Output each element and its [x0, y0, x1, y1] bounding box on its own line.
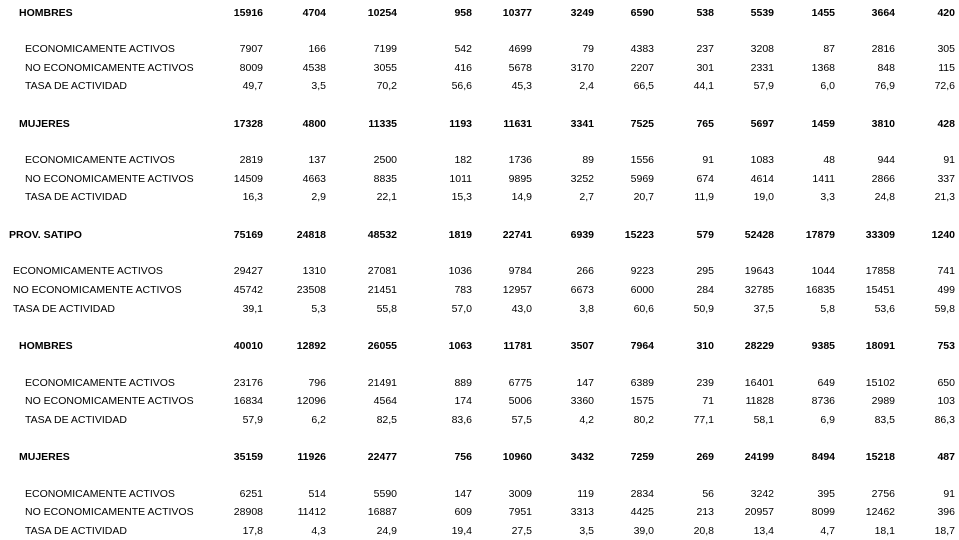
- table-cell: 1575: [630, 395, 654, 407]
- table-row: [0, 449, 959, 465]
- table-cell: 6000: [630, 284, 654, 296]
- table-cell: 16401: [744, 377, 774, 389]
- table-cell: 3252: [570, 173, 594, 185]
- table-row: [0, 486, 959, 502]
- table-cell: 337: [937, 173, 955, 185]
- table-cell: 45,3: [511, 80, 532, 92]
- table-cell: 958: [454, 7, 472, 19]
- table-cell: 5,8: [820, 303, 835, 315]
- table-row: [0, 412, 959, 428]
- table-cell: 7525: [630, 118, 654, 130]
- table-cell: 91: [943, 488, 955, 500]
- table-cell: 55,8: [376, 303, 397, 315]
- table-cell: 3360: [570, 395, 594, 407]
- table-row: [0, 41, 959, 57]
- table-cell: 19,0: [753, 191, 774, 203]
- table-cell: 765: [696, 118, 714, 130]
- table-cell: 11412: [297, 506, 326, 518]
- table-cell: 542: [454, 43, 472, 55]
- table-cell: 420: [937, 7, 955, 19]
- table-cell: 4,2: [579, 414, 594, 426]
- table-cell: 15916: [233, 7, 263, 19]
- table-cell: 2207: [630, 62, 654, 74]
- table-cell: 4,3: [311, 525, 326, 537]
- table-cell: 24,9: [376, 525, 397, 537]
- table-cell: 8835: [373, 173, 397, 185]
- table-cell: 1819: [448, 229, 472, 241]
- table-cell: 944: [877, 154, 895, 166]
- table-cell: 57,9: [753, 80, 774, 92]
- table-cell: 20,7: [633, 191, 654, 203]
- table-cell: 11,9: [694, 191, 714, 203]
- table-cell: 783: [454, 284, 472, 296]
- table-cell: 28908: [233, 506, 263, 518]
- table-cell: 4699: [508, 43, 532, 55]
- row-label: NO ECONOMICAMENTE ACTIVOS: [25, 506, 194, 518]
- table-cell: 3208: [750, 43, 774, 55]
- table-cell: 3009: [508, 488, 532, 500]
- table-cell: 28229: [744, 340, 774, 352]
- table-cell: 16835: [805, 284, 835, 296]
- table-cell: 21451: [367, 284, 397, 296]
- table-row: [0, 78, 959, 94]
- table-cell: 18,1: [874, 525, 895, 537]
- table-cell: 182: [454, 154, 472, 166]
- table-cell: 579: [696, 229, 714, 241]
- table-cell: 56: [702, 488, 714, 500]
- table-cell: 4383: [630, 43, 654, 55]
- table-cell: 40010: [233, 340, 263, 352]
- table-cell: 1193: [449, 118, 472, 130]
- table-cell: 416: [454, 62, 472, 74]
- table-cell: 77,1: [693, 414, 714, 426]
- table-cell: 2,4: [579, 80, 594, 92]
- table-cell: 75169: [233, 229, 263, 241]
- table-cell: 7951: [508, 506, 532, 518]
- table-cell: 9223: [630, 265, 654, 277]
- table-row: [0, 301, 959, 317]
- table-cell: 3,3: [820, 191, 835, 203]
- table-cell: 3341: [570, 118, 594, 130]
- table-cell: 6251: [239, 488, 263, 500]
- table-cell: 50,9: [693, 303, 714, 315]
- table-cell: 4425: [630, 506, 654, 518]
- table-row: [0, 263, 959, 279]
- table-cell: 9385: [811, 340, 835, 352]
- table-cell: 60,6: [633, 303, 654, 315]
- table-cell: 20957: [744, 506, 774, 518]
- table-cell: 6389: [630, 377, 654, 389]
- table-cell: 17328: [233, 118, 263, 130]
- table-cell: 14,9: [511, 191, 532, 203]
- table-cell: 11335: [368, 118, 397, 130]
- table-cell: 5,3: [311, 303, 326, 315]
- table-cell: 3249: [570, 7, 594, 19]
- table-row: [0, 504, 959, 520]
- table-cell: 650: [937, 377, 955, 389]
- table-row: [0, 338, 959, 354]
- table-cell: 6775: [508, 377, 532, 389]
- table-cell: 1736: [508, 154, 532, 166]
- table-cell: 1459: [811, 118, 835, 130]
- table-cell: 24,8: [874, 191, 895, 203]
- table-cell: 269: [696, 451, 714, 463]
- table-cell: 1063: [448, 340, 472, 352]
- row-label: NO ECONOMICAMENTE ACTIVOS: [25, 173, 194, 185]
- table-cell: 796: [308, 377, 326, 389]
- table-cell: 15223: [624, 229, 654, 241]
- table-cell: 48: [823, 154, 835, 166]
- table-cell: 48532: [367, 229, 397, 241]
- table-cell: 2989: [871, 395, 895, 407]
- table-cell: 3810: [871, 118, 895, 130]
- table-cell: 80,2: [633, 414, 654, 426]
- row-label: HOMBRES: [19, 7, 73, 19]
- table-cell: 83,5: [874, 414, 895, 426]
- table-cell: 3170: [570, 62, 594, 74]
- table-cell: 21491: [367, 377, 397, 389]
- table-cell: 57,5: [511, 414, 532, 426]
- table-cell: 6,9: [820, 414, 835, 426]
- table-cell: 284: [696, 284, 714, 296]
- row-label: ECONOMICAMENTE ACTIVOS: [25, 43, 175, 55]
- table-cell: 103: [937, 395, 955, 407]
- table-cell: 137: [308, 154, 326, 166]
- table-cell: 15,3: [451, 191, 472, 203]
- table-cell: 3,8: [579, 303, 594, 315]
- table-cell: 26055: [367, 340, 397, 352]
- table-cell: 9784: [508, 265, 532, 277]
- table-cell: 10377: [502, 7, 532, 19]
- table-cell: 8494: [811, 451, 835, 463]
- table-cell: 7199: [373, 43, 397, 55]
- table-cell: 213: [696, 506, 714, 518]
- table-cell: 5678: [508, 62, 532, 74]
- table-cell: 23508: [296, 284, 326, 296]
- table-cell: 53,6: [874, 303, 895, 315]
- table-cell: 10254: [367, 7, 397, 19]
- table-cell: 396: [937, 506, 955, 518]
- table-cell: 6939: [570, 229, 594, 241]
- table-cell: 12892: [296, 340, 326, 352]
- table-cell: 514: [308, 488, 326, 500]
- table-cell: 147: [454, 488, 472, 500]
- table-cell: 3,5: [311, 80, 326, 92]
- table-cell: 239: [696, 377, 714, 389]
- row-label: ECONOMICAMENTE ACTIVOS: [13, 265, 163, 277]
- table-cell: 147: [576, 377, 594, 389]
- table-cell: 45742: [233, 284, 263, 296]
- table-cell: 56,6: [451, 80, 472, 92]
- table-cell: 3313: [570, 506, 594, 518]
- row-label: NO ECONOMICAMENTE ACTIVOS: [13, 284, 182, 296]
- table-cell: 305: [937, 43, 955, 55]
- table-row: [0, 189, 959, 205]
- table-cell: 1044: [811, 265, 835, 277]
- table-cell: 20,8: [693, 525, 714, 537]
- table-cell: 487: [937, 451, 955, 463]
- table-cell: 3,5: [579, 525, 594, 537]
- table-cell: 6,2: [311, 414, 326, 426]
- row-label: ECONOMICAMENTE ACTIVOS: [25, 377, 175, 389]
- table-cell: 7907: [239, 43, 263, 55]
- table-cell: 22,1: [376, 191, 397, 203]
- table-cell: 174: [454, 395, 472, 407]
- table-cell: 1240: [931, 229, 955, 241]
- table-cell: 237: [696, 43, 714, 55]
- table-cell: 11926: [297, 451, 326, 463]
- table-cell: 7259: [630, 451, 654, 463]
- table-cell: 39,1: [242, 303, 263, 315]
- table-row: [0, 60, 959, 76]
- table-cell: 44,1: [693, 80, 714, 92]
- table-row: [0, 375, 959, 391]
- table-cell: 753: [937, 340, 955, 352]
- table-cell: 76,9: [874, 80, 895, 92]
- table-cell: 35159: [233, 451, 263, 463]
- table-cell: 649: [817, 377, 835, 389]
- table-cell: 1411: [812, 173, 835, 185]
- table-cell: 15218: [865, 451, 895, 463]
- table-cell: 16834: [233, 395, 263, 407]
- table-cell: 21,3: [934, 191, 955, 203]
- row-label: ECONOMICAMENTE ACTIVOS: [25, 154, 175, 166]
- table-cell: 5590: [373, 488, 397, 500]
- table-cell: 37,5: [753, 303, 774, 315]
- table-cell: 12096: [296, 395, 326, 407]
- row-label: NO ECONOMICAMENTE ACTIVOS: [25, 62, 194, 74]
- table-cell: 86,3: [934, 414, 955, 426]
- table-cell: 609: [454, 506, 472, 518]
- table-cell: 4538: [302, 62, 326, 74]
- table-cell: 4614: [750, 173, 774, 185]
- row-label: MUJERES: [19, 118, 70, 130]
- table-cell: 70,2: [376, 80, 397, 92]
- row-label: TASA DE ACTIVIDAD: [25, 191, 127, 203]
- table-cell: 1083: [750, 154, 774, 166]
- table-cell: 16887: [367, 506, 397, 518]
- table-cell: 2819: [239, 154, 263, 166]
- table-cell: 71: [702, 395, 714, 407]
- table-cell: 29427: [233, 265, 263, 277]
- row-label: HOMBRES: [19, 340, 73, 352]
- table-cell: 18,7: [934, 525, 955, 537]
- table-cell: 10960: [502, 451, 532, 463]
- table-row: [0, 152, 959, 168]
- table-cell: 7964: [630, 340, 654, 352]
- table-row: [0, 282, 959, 298]
- table-cell: 8736: [811, 395, 835, 407]
- table-cell: 23176: [233, 377, 263, 389]
- table-cell: 1036: [448, 265, 472, 277]
- table-cell: 9895: [508, 173, 532, 185]
- table-cell: 756: [454, 451, 472, 463]
- row-label: PROV. SATIPO: [9, 229, 82, 241]
- table-cell: 27081: [367, 265, 397, 277]
- table-cell: 848: [877, 62, 895, 74]
- table-row: [0, 393, 959, 409]
- table-row: [0, 227, 959, 243]
- table-cell: 166: [308, 43, 326, 55]
- table-cell: 19,4: [451, 525, 472, 537]
- table-row: [0, 523, 959, 539]
- row-label: TASA DE ACTIVIDAD: [25, 525, 127, 537]
- table-cell: 1556: [630, 154, 654, 166]
- table-cell: 16,3: [242, 191, 263, 203]
- table-cell: 32785: [744, 284, 774, 296]
- table-cell: 5539: [750, 7, 774, 19]
- table-cell: 5969: [630, 173, 654, 185]
- table-cell: 82,5: [376, 414, 397, 426]
- table-cell: 741: [937, 265, 955, 277]
- row-label: TASA DE ACTIVIDAD: [25, 80, 127, 92]
- table-cell: 22741: [502, 229, 532, 241]
- table-cell: 11631: [503, 118, 532, 130]
- table-cell: 13,4: [753, 525, 774, 537]
- table-cell: 295: [696, 265, 714, 277]
- table-cell: 1310: [302, 265, 326, 277]
- table-cell: 57,0: [451, 303, 472, 315]
- table-cell: 2,7: [579, 191, 594, 203]
- table-cell: 89: [582, 154, 594, 166]
- table-cell: 15102: [865, 377, 895, 389]
- table-cell: 1455: [811, 7, 835, 19]
- table-cell: 15451: [865, 284, 895, 296]
- table-cell: 3055: [373, 62, 397, 74]
- table-cell: 3664: [871, 7, 895, 19]
- table-cell: 49,7: [242, 80, 263, 92]
- table-cell: 43,0: [511, 303, 532, 315]
- table-cell: 5697: [750, 118, 774, 130]
- table-cell: 2866: [871, 173, 895, 185]
- table-cell: 2816: [871, 43, 895, 55]
- table-cell: 499: [937, 284, 955, 296]
- table-cell: 538: [696, 7, 714, 19]
- table-cell: 3242: [750, 488, 774, 500]
- table-cell: 395: [817, 488, 835, 500]
- table-cell: 674: [696, 173, 714, 185]
- table-cell: 1011: [449, 173, 472, 185]
- row-label: ECONOMICAMENTE ACTIVOS: [25, 488, 175, 500]
- row-label: NO ECONOMICAMENTE ACTIVOS: [25, 395, 194, 407]
- table-cell: 24199: [744, 451, 774, 463]
- table-cell: 22477: [367, 451, 397, 463]
- table-cell: 14509: [233, 173, 263, 185]
- table-cell: 4663: [302, 173, 326, 185]
- table-cell: 18091: [865, 340, 895, 352]
- table-cell: 91: [943, 154, 955, 166]
- table-cell: 87: [823, 43, 835, 55]
- table-cell: 428: [937, 118, 955, 130]
- table-cell: 4704: [302, 7, 326, 19]
- table-cell: 6,0: [820, 80, 835, 92]
- table-cell: 72,6: [934, 80, 955, 92]
- table-cell: 83,6: [451, 414, 472, 426]
- table-cell: 91: [702, 154, 714, 166]
- table-cell: 2756: [871, 488, 895, 500]
- table-cell: 12462: [865, 506, 895, 518]
- table-cell: 1368: [811, 62, 835, 74]
- table-cell: 27,5: [511, 525, 532, 537]
- row-label: MUJERES: [19, 451, 70, 463]
- table-cell: 310: [696, 340, 714, 352]
- table-cell: 301: [696, 62, 714, 74]
- table-cell: 39,0: [633, 525, 654, 537]
- table-cell: 2,9: [311, 191, 326, 203]
- table-cell: 57,9: [242, 414, 263, 426]
- table-cell: 12957: [502, 284, 532, 296]
- table-cell: 59,8: [934, 303, 955, 315]
- table-cell: 11781: [503, 340, 532, 352]
- table-cell: 58,1: [753, 414, 774, 426]
- table-cell: 33309: [865, 229, 895, 241]
- table-cell: 2834: [630, 488, 654, 500]
- row-label: TASA DE ACTIVIDAD: [13, 303, 115, 315]
- table-cell: 79: [582, 43, 594, 55]
- row-label: TASA DE ACTIVIDAD: [25, 414, 127, 426]
- table-cell: 17,8: [242, 525, 263, 537]
- table-cell: 66,5: [633, 80, 654, 92]
- table-cell: 4,7: [820, 525, 835, 537]
- table-cell: 2500: [373, 154, 397, 166]
- table-cell: 8099: [811, 506, 835, 518]
- table-cell: 4564: [373, 395, 397, 407]
- table-cell: 6673: [570, 284, 594, 296]
- table-cell: 6590: [630, 7, 654, 19]
- table-cell: 2331: [750, 62, 774, 74]
- table-cell: 52428: [744, 229, 774, 241]
- table-cell: 17879: [805, 229, 835, 241]
- table-row: [0, 171, 959, 187]
- table-cell: 19643: [744, 265, 774, 277]
- table-cell: 5006: [508, 395, 532, 407]
- table-cell: 8009: [239, 62, 263, 74]
- table-cell: 17858: [865, 265, 895, 277]
- table-cell: 889: [454, 377, 472, 389]
- table-cell: 266: [576, 265, 594, 277]
- table-cell: 24818: [296, 229, 326, 241]
- table-cell: 115: [938, 62, 955, 74]
- table-row: [0, 116, 959, 132]
- table-cell: 3507: [570, 340, 594, 352]
- table-row: [0, 5, 959, 21]
- table-cell: 11828: [745, 395, 774, 407]
- table-cell: 119: [577, 488, 594, 500]
- table-cell: 4800: [302, 118, 326, 130]
- table-cell: 3432: [570, 451, 594, 463]
